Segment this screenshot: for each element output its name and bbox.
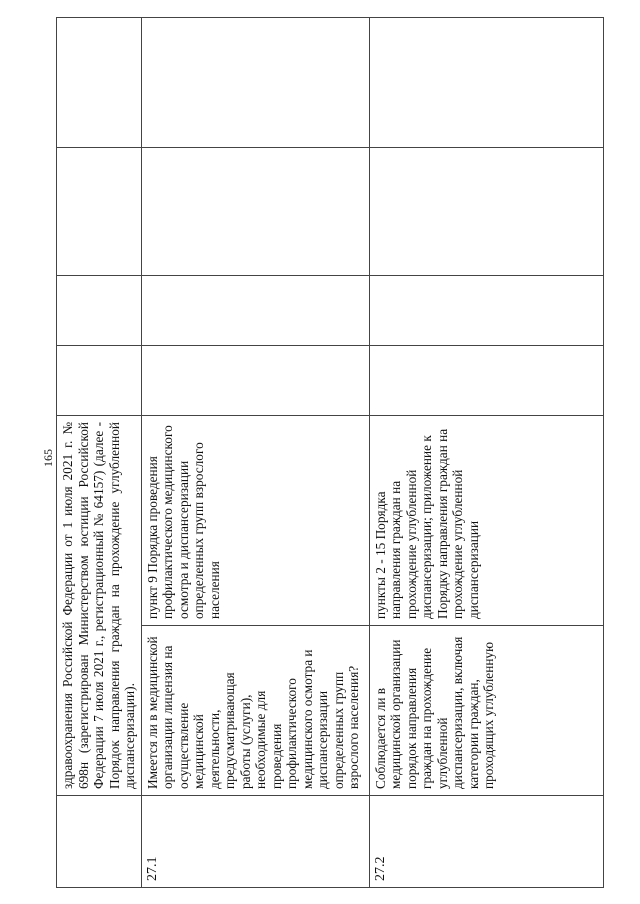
empty-cell bbox=[369, 275, 603, 345]
empty-cell bbox=[141, 275, 369, 345]
empty-cell bbox=[141, 345, 369, 415]
empty-cell bbox=[57, 345, 142, 415]
empty-cell bbox=[141, 17, 369, 147]
rotated-table-page bbox=[56, 18, 588, 888]
table-row bbox=[57, 17, 142, 887]
empty-cell bbox=[57, 796, 142, 888]
empty-cell bbox=[369, 147, 603, 275]
checklist-table bbox=[56, 17, 604, 888]
empty-cell bbox=[141, 147, 369, 275]
row-number: 27.2 bbox=[369, 796, 603, 888]
reference-cell: пункты 2 - 15 Порядка направления граждан на прохождение углубленной диспансеризации; приложение к Порядку направления граждан на прохождение углубленной диспансеризации bbox=[369, 415, 603, 625]
table-row bbox=[369, 17, 603, 887]
question-cell: Имеется ли в медицинской организации лицензия на осуществление медицинской деятельности, предусматривающая работы (услуги), необходимые для проведения профилактического медицинского осмотра и диспансеризации определенных групп взрослого населения? bbox=[141, 626, 369, 796]
empty-cell bbox=[57, 275, 142, 345]
intro-text-cell: здравоохранения Российской Федерации от 1 июля 2021 г. № 698н (зарегистрирован Министерством юстиции Российской Федерации 7 июля 2021 г., регистрационный № 64157) (далее - Порядок направления граждан на прохождение углубленной диспансеризации). bbox=[57, 415, 142, 795]
empty-cell bbox=[57, 147, 142, 275]
table-row bbox=[141, 17, 369, 887]
question-cell: Соблюдается ли в медицинской организации порядок направления граждан на прохождение углубленной диспансеризации, включая категории граждан, проходящих углубленную bbox=[369, 626, 603, 796]
empty-cell bbox=[369, 345, 603, 415]
page-number: 165 bbox=[41, 449, 55, 467]
empty-cell bbox=[369, 17, 603, 147]
empty-cell bbox=[57, 17, 142, 147]
row-number: 27.1 bbox=[141, 796, 369, 888]
reference-cell: пункт 9 Порядка проведения профилактического медицинского осмотра и диспансеризации определенных групп взрослого населения bbox=[141, 415, 369, 625]
